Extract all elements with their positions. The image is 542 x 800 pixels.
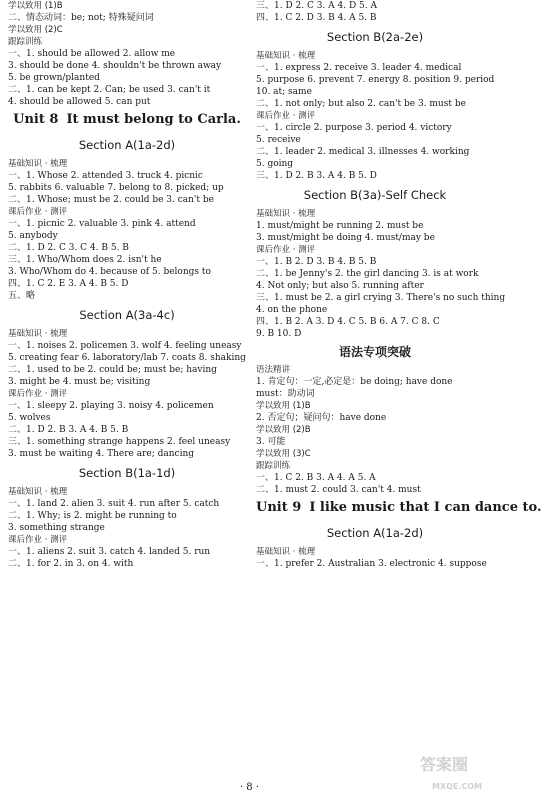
answer-line: 3. 可能 — [256, 437, 286, 447]
answer-line: 3. must be waiting 4. There are; dancing — [8, 449, 195, 459]
answer-line: 一、1. express 2. receive 3. leader 4. medical — [256, 63, 462, 73]
answer-line: 5. rabbits 6. valuable 7. belong to 8. picked; up — [8, 183, 224, 193]
answer-line: 9. B 10. D — [256, 329, 302, 339]
watermark-bottom: MXQE.COM — [432, 782, 483, 791]
answer-line: 5. purpose 6. prevent 7. energy 8. position 9. period — [256, 75, 495, 85]
answer-line: 3. Who/Whom do 4. because of 5. belongs to — [8, 267, 211, 277]
answer-line: 1. 肯定句：一定,必定是：be doing; have done — [256, 377, 453, 387]
answer-line: 三、1. must be 2. a girl crying 3. There's no such thing — [256, 293, 506, 303]
watermark-logo — [420, 752, 468, 775]
subheading-label: 学以致用 (3)C — [256, 449, 311, 459]
answer-line: 二、1. can be kept 2. Can; be used 3. can't it — [8, 85, 211, 95]
subheading-label: 跟踪训练 — [8, 37, 43, 47]
answer-line: 3. might be 4. must be; visiting — [8, 377, 151, 387]
subheading-label: 学以致用 (2)B — [256, 425, 311, 435]
answer-line: 5. receive — [256, 135, 301, 145]
answer-line: 4. on the phone — [256, 305, 328, 315]
answer-line: 一、1. aliens 2. suit 3. catch 4. landed 5. run — [8, 547, 211, 557]
answer-line: 二、1. Whose; must be 2. could be 3. can't be — [8, 195, 214, 205]
subheading-label: 基础知识 · 梳理 — [256, 209, 316, 219]
answer-line: 一、1. should be allowed 2. allow me — [8, 49, 176, 59]
subheading-label: 基础知识 · 梳理 — [256, 51, 316, 61]
section-heading: Section A(1a-2d) — [326, 526, 424, 540]
answer-line: 一、1. sleepy 2. playing 3. noisy 4. policemen — [8, 401, 214, 411]
answer-line: 二、1. be Jenny's 2. the girl dancing 3. is at work — [256, 269, 479, 279]
answer-line: 5. anybody — [8, 231, 58, 241]
answer-line: 一、1. noises 2. policemen 3. wolf 4. feeling uneasy — [8, 341, 242, 351]
subheading-label: 课后作业 · 测评 — [8, 535, 68, 545]
subheading-label: 学以致用 (1)B — [8, 1, 63, 11]
answer-line: 三、1. Who/Whom does 2. isn't he — [8, 255, 162, 265]
answer-line: 四、1. B 2. A 3. D 4. C 5. B 6. A 7. C 8. C — [256, 317, 440, 327]
unit-title: It must belong to Carla. — [66, 112, 241, 127]
unit-title: I like music that I can dance to. — [309, 500, 542, 515]
unit-heading — [256, 496, 542, 520]
answer-line: 5. creating fear 6. laboratory/lab 7. coats 8. shaking — [8, 353, 246, 363]
answer-line: 3. something strange — [8, 523, 105, 533]
answer-line: 二、1. Why; is 2. might be running to — [8, 511, 177, 521]
answer-line: 一、1. Whose 2. attended 3. truck 4. picnic — [8, 171, 203, 181]
answer-line: 一、1. C 2. B 3. A 4. A 5. A — [256, 473, 376, 483]
subheading-label: 课后作业 · 测评 — [256, 245, 316, 255]
section-heading: Section B(2a-2e) — [326, 30, 424, 44]
answer-line: 二、1. used to be 2. could be; must be; having — [8, 365, 217, 375]
answer-line: 5. wolves — [8, 413, 51, 423]
section-heading: Section B(3a)-Self Check — [303, 188, 447, 202]
section-heading: Section A(3a-4c) — [79, 308, 175, 322]
subheading-label: 学以致用 (2)C — [8, 25, 63, 35]
subheading-label: 学以致用 (1)B — [256, 401, 311, 411]
answer-line: 二、1. leader 2. medical 3. illnesses 4. working — [256, 147, 470, 157]
answer-line: 三、1. something strange happens 2. feel uneasy — [8, 437, 231, 447]
answer-line: 三、1. D 2. C 3. A 4. D 5. A — [256, 1, 377, 11]
answer-line: 4. should be allowed 5. can put — [8, 97, 151, 107]
subheading-label: 跟踪训练 — [256, 461, 291, 471]
answer-line: 四、1. C 2. E 3. A 4. B 5. D — [8, 279, 129, 289]
unit-heading — [8, 108, 246, 132]
answer-line: 一、1. B 2. D 3. B 4. B 5. B — [256, 257, 377, 267]
answer-line: 一、1. picnic 2. valuable 3. pink 4. attend — [8, 219, 196, 229]
answer-line: 二、情态动词：be; not; 特殊疑问词 — [8, 13, 154, 23]
answer-line: 10. at; same — [256, 87, 312, 97]
answer-line: must：助动词 — [256, 389, 315, 399]
answer-line: 1. must/might be running 2. must be — [256, 221, 424, 231]
subheading-label: 课后作业 · 测评 — [8, 207, 68, 217]
answer-line: 3. should be done 4. shouldn't be thrown away — [8, 61, 222, 71]
page-number: · 8 · — [239, 782, 260, 793]
subheading-label: 课后作业 · 测评 — [256, 111, 316, 121]
subheading-label: 课后作业 · 测评 — [8, 389, 68, 399]
answer-line: 五、略 — [8, 291, 36, 301]
answer-line: 二、1. D 2. B 3. A 4. B 5. B — [8, 425, 129, 435]
answer-line: 二、1. not only; but also 2. can't be 3. must be — [256, 99, 466, 109]
answer-line: 三、1. D 2. B 3. A 4. B 5. D — [256, 171, 377, 181]
answer-line: 一、1. prefer 2. Australian 3. electronic 4. suppose — [256, 559, 487, 569]
answer-line: 5. be grown/planted — [8, 73, 100, 83]
subheading-label: 基础知识 · 梳理 — [8, 159, 68, 169]
unit-number: Unit 9 — [256, 500, 302, 515]
answer-line: 4. Not only; but also 5. running after — [256, 281, 424, 291]
left-column — [8, 0, 246, 570]
subheading-label: 语法精讲 — [256, 365, 291, 375]
answer-line: 四、1. C 2. D 3. B 4. A 5. B — [256, 13, 377, 23]
answer-line: 2. 否定句；疑问句：have done — [256, 413, 387, 423]
answer-line: 二、1. D 2. C 3. C 4. B 5. B — [8, 243, 129, 253]
watermark-top: 答案圈 — [420, 755, 469, 774]
right-column — [256, 0, 542, 570]
subheading-label: 基础知识 · 梳理 — [8, 329, 68, 339]
answer-line: 3. must/might be doing 4. must/may be — [256, 233, 435, 243]
subheading-label: 基础知识 · 梳理 — [256, 547, 316, 557]
subheading-label: 基础知识 · 梳理 — [8, 487, 68, 497]
section-heading: Section B(1a-1d) — [78, 466, 176, 480]
answer-line: 一、1. circle 2. purpose 3. period 4. victory — [256, 123, 452, 133]
answer-line: 二、1. for 2. in 3. on 4. with — [8, 559, 134, 569]
answer-line: 一、1. land 2. alien 3. suit 4. run after 5. catch — [8, 499, 220, 509]
section-heading: Section A(1a-2d) — [78, 138, 176, 152]
topic-heading: 语法专项突破 — [338, 345, 411, 359]
answer-line: 二、1. must 2. could 3. can't 4. must — [256, 485, 421, 495]
answer-line: 5. going — [256, 159, 294, 169]
unit-number: Unit 8 — [13, 112, 59, 127]
